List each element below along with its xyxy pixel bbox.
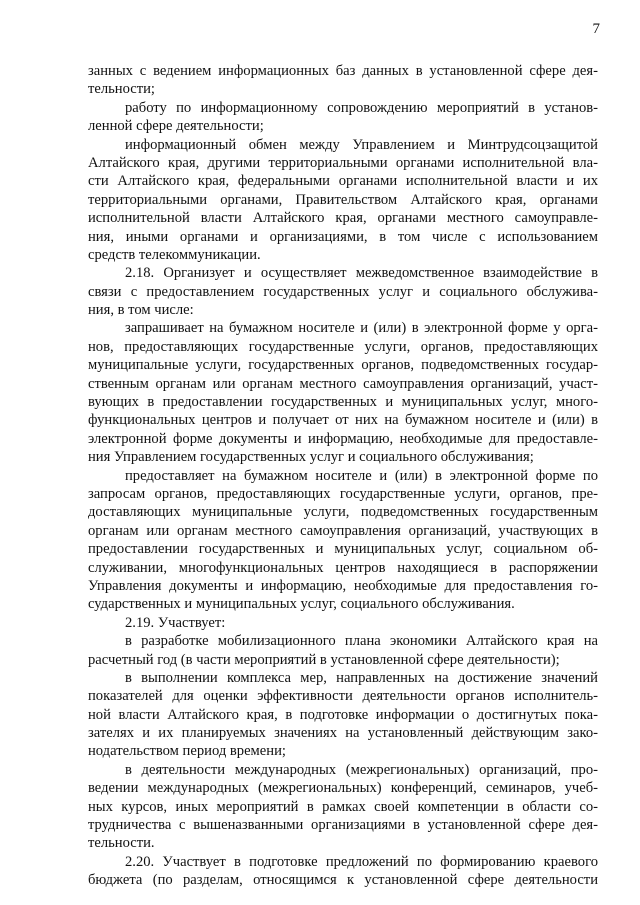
text-line: 2.19. Участвует:	[125, 614, 226, 631]
text-line: 2.20. Участвует в подготовке предложений по формированию краевого	[125, 853, 598, 870]
page-number: 7	[592, 21, 600, 37]
text-line: тельности.	[88, 835, 155, 852]
text-line: сти Алтайского края, федеральными органами исполнительной власти и их	[88, 173, 598, 190]
text-line: запросам органов, предоставляющих государственные услуги, органов, пре-	[88, 485, 598, 502]
text-line: ственным органам или органам местного самоуправления организаций, участ-	[88, 375, 598, 392]
text-line: предоставлении государственных и муниципальных услуг, социальном об-	[88, 541, 598, 558]
text-line: исполнительной власти Алтайского края, органами местного самоуправле-	[88, 210, 598, 227]
text-line: в разработке мобилизационного плана экономики Алтайского края на	[125, 633, 598, 650]
text-line: ленной сфере деятельности;	[88, 118, 264, 135]
text-line: запрашивает на бумажном носителе и (или) в электронной форме у орга-	[125, 320, 598, 337]
text-line: зателях и их планируемых значениях на установленный действующим зако-	[88, 725, 598, 742]
text-line: нодательством период времени;	[88, 743, 286, 760]
text-line: ведении международных (межрегиональных) конференций, семинаров, учеб-	[88, 780, 598, 797]
text-line: служивании, многофункциональных центров находящиеся в распоряжении	[88, 559, 598, 576]
text-line: предоставляет на бумажном носителе и (или) в электронной форме по	[125, 467, 598, 484]
text-line: ных курсов, иных мероприятий в рамках своей компетенции в области со-	[88, 798, 598, 815]
text-line: ния Управлением государственных услуг и социального обслуживания;	[88, 449, 534, 466]
text-line: муниципальные услуги, государственных органов, подведомственных государ-	[88, 357, 598, 374]
text-line: ния, в том числе:	[88, 302, 194, 319]
text-line: электронной форме документы и информацию, необходимые для предоставле-	[88, 430, 598, 447]
text-line: связи с предоставлением государственных услуг и социального обслужива-	[88, 283, 598, 300]
text-line: расчетный год (в части мероприятий в установленной сфере деятельности);	[88, 651, 560, 668]
text-line: Алтайского края, другими территориальными органами исполнительной вла-	[88, 154, 598, 171]
text-line: занных с ведением информационных баз данных в установленной сфере дея-	[88, 63, 598, 79]
text-line: сударственных и муниципальных услуг, социального обслуживания.	[88, 596, 515, 613]
text-line: бюджета (по разделам, относящимся к установленной сфере деятельности	[88, 872, 598, 889]
text-line: доставляющих муниципальные услуги, подведомственных государственным	[88, 504, 598, 521]
text-line: органам или органам местного самоуправления организаций, участвующих в	[88, 522, 598, 539]
text-line: 2.18. Организует и осуществляет межведомственное взаимодействие в	[125, 265, 598, 282]
body-text	[88, 62, 598, 890]
text-line: показателей для оценки эффективности деятельности органов исполнитель-	[88, 688, 598, 705]
text-line: в выполнении комплекса мер, направленных на достижение значений	[125, 669, 598, 686]
text-line: тельности;	[88, 81, 155, 98]
text-line: в деятельности международных (межрегиональных) организаций, про-	[125, 761, 598, 778]
text-line: трудничества с вышеназванными организациями в установленной сфере дея-	[88, 817, 598, 834]
text-line: Управления документы и информацию, необходимые для предоставления го-	[88, 577, 598, 594]
text-line: работу по информационному сопровождению мероприятий в установ-	[125, 99, 598, 116]
text-line: ной власти Алтайского края, в подготовке информации о достигнутых пока-	[88, 706, 598, 723]
text-line: информационный обмен между Управлением и Минтрудсоцзащитой	[125, 136, 598, 153]
text-line: ния, иными органами и организациями, в том числе с использованием	[88, 228, 598, 245]
text-line: территориальными органами, Правительством Алтайского края, органами	[88, 191, 598, 208]
text-line: нов, предоставляющих государственные услуги, органов, предоставляющих	[88, 338, 598, 355]
text-line: вующих в предоставлении государственных и муниципальных услуг, много-	[88, 394, 598, 411]
text-line: функциональных центров и получает от них на бумажном носителе и (или) в	[88, 412, 598, 429]
text-line: средств телекоммуникации.	[88, 246, 261, 263]
